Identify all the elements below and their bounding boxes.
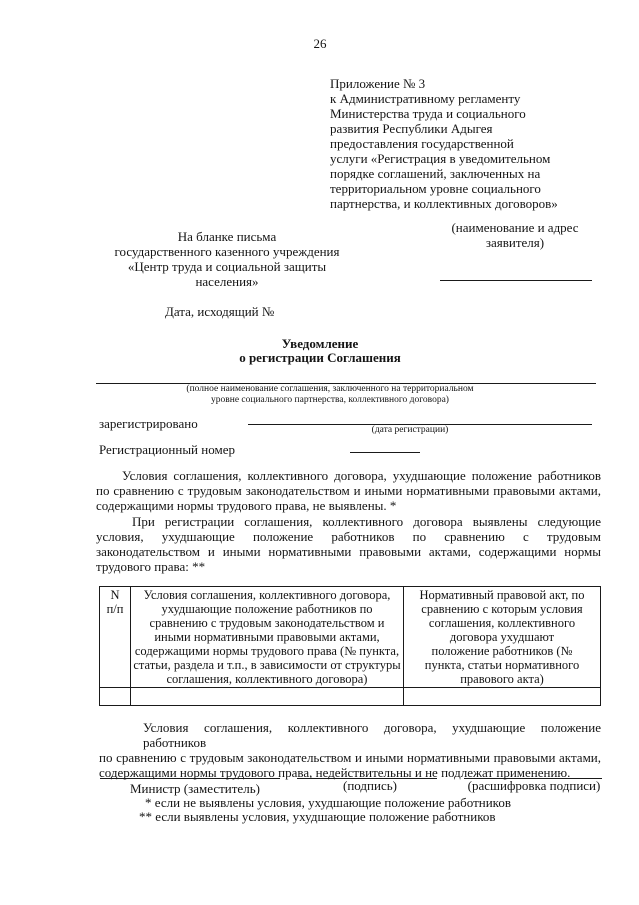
letterhead-block xyxy=(92,229,362,289)
notice-title: Уведомление xyxy=(281,336,359,351)
cell-line: соглашения, коллективного договора) xyxy=(166,672,368,686)
cell-line: Условия соглашения, коллективного договора, xyxy=(143,588,391,602)
applicant-line: заявителя) xyxy=(485,235,545,250)
page-number: 26 xyxy=(313,36,327,51)
appendix-line: территориальном уровне социального xyxy=(330,181,541,196)
paragraph-line: содержащими нормы трудового права, недействительны и не подлежат применению. xyxy=(99,765,571,780)
appendix-line: к Административному регламенту xyxy=(330,91,521,106)
cell-line: ухудшающие положение работников по xyxy=(161,602,373,616)
table-header-conditions xyxy=(131,587,404,688)
registration-date-caption: (дата регистрации) xyxy=(371,425,449,435)
table-cell xyxy=(404,688,601,706)
appendix-line: порядке соглашений, заключенных на xyxy=(330,166,541,181)
cell-line: Нормативный правовой акт, по xyxy=(419,588,585,602)
paragraph-line: содержащими нормы трудового права, не выявлены. * xyxy=(96,498,397,513)
appendix-line: развития Республики Адыгея xyxy=(330,121,493,136)
registration-number-label: Регистрационный номер xyxy=(99,442,235,457)
paragraph-line: законодательством и иными нормативными правовыми актами, содержащими нормы xyxy=(96,544,601,559)
table-header-legal-act xyxy=(404,587,601,688)
cell-line: п/п xyxy=(106,602,124,616)
paragraph-line: Условия соглашения, коллективного договора, ухудшающие положение работников xyxy=(143,720,601,750)
letterhead-line: государственного казенного учреждения xyxy=(114,244,340,259)
date-outgoing-label: Дата, исходящий № xyxy=(165,304,275,319)
paragraph-found xyxy=(96,514,601,574)
paragraph-not-found xyxy=(96,468,601,513)
notice-subtitle: о регистрации Соглашения xyxy=(239,350,401,365)
appendix-block xyxy=(330,76,620,211)
table-header-row xyxy=(100,587,601,688)
paragraph-line: трудового права: ** xyxy=(96,559,206,574)
conditions-table xyxy=(99,586,601,706)
cell-line: сравнению с трудовым законодательством и xyxy=(149,616,385,630)
agreement-caption xyxy=(150,384,510,406)
table-header-number xyxy=(100,587,131,688)
appendix-line: партнерства, и коллективных договоров» xyxy=(330,196,558,211)
cell-line: статьи, раздела и т.п., в зависимости от структуры xyxy=(133,658,401,672)
paragraph-line: по сравнению с трудовым законодательством и иными нормативными правовыми актами, xyxy=(99,750,601,765)
appendix-line: Министерства труда и социального xyxy=(330,106,526,121)
cell-line: иными нормативными правовыми актами, xyxy=(154,630,380,644)
applicant-line: (наименование и адрес xyxy=(451,220,579,235)
registered-label: зарегистрировано xyxy=(99,416,198,431)
minister-label: Министр (заместитель) xyxy=(130,781,260,796)
paragraph-line: условия, ухудшающие положение работников по сравнению с трудовым xyxy=(96,529,601,544)
paragraph-line: по сравнению с трудовым законодательством и иными нормативными правовыми актами, xyxy=(96,483,601,498)
paragraph-line: Условия соглашения, коллективного договора, ухудшающие положение работников xyxy=(122,468,601,483)
footnote-found: ** если выявлены условия, ухудшающие положение работников xyxy=(139,809,496,824)
cell-line: пункта, статьи нормативного xyxy=(424,658,580,672)
cell-line: N xyxy=(110,588,120,602)
letterhead-line: «Центр труда и социальной защиты xyxy=(127,259,327,274)
footnote-not-found: * если не выявлены условия, ухудшающие положение работников xyxy=(145,795,511,810)
agreement-caption-line: уровне социального партнерства, коллективного договора) xyxy=(211,395,449,405)
table-row xyxy=(100,688,601,706)
cell-line: положение работников (№ xyxy=(431,644,573,658)
appendix-line: услуги «Регистрация в уведомительном xyxy=(330,151,551,166)
appendix-line: предоставления государственной xyxy=(330,136,514,151)
appendix-line: Приложение № 3 xyxy=(330,76,426,91)
signature-label: (подпись) xyxy=(343,778,397,793)
cell-line: соглашения, коллективного xyxy=(428,616,576,630)
applicant-underline xyxy=(440,280,592,281)
applicant-block xyxy=(430,220,600,250)
paragraph-invalid xyxy=(99,720,601,780)
minister-line xyxy=(100,778,280,779)
cell-line: правового акта) xyxy=(460,672,544,686)
table-cell xyxy=(131,688,404,706)
table-cell xyxy=(100,688,131,706)
registration-number-line xyxy=(350,452,420,453)
agreement-caption-line: (полное наименование соглашения, заключенного на территориальном xyxy=(186,384,474,394)
letterhead-line: На бланке письма xyxy=(177,229,277,244)
decode-label: (расшифровка подписи) xyxy=(467,778,601,793)
cell-line: сравнению с которым условия xyxy=(421,602,583,616)
paragraph-line: При регистрации соглашения, коллективного договора выявлены следующие xyxy=(132,514,601,529)
cell-line: содержащими нормы трудового права (№ пункта, xyxy=(134,644,400,658)
cell-line: договора ухудшают xyxy=(449,630,555,644)
letterhead-line: населения» xyxy=(195,274,259,289)
